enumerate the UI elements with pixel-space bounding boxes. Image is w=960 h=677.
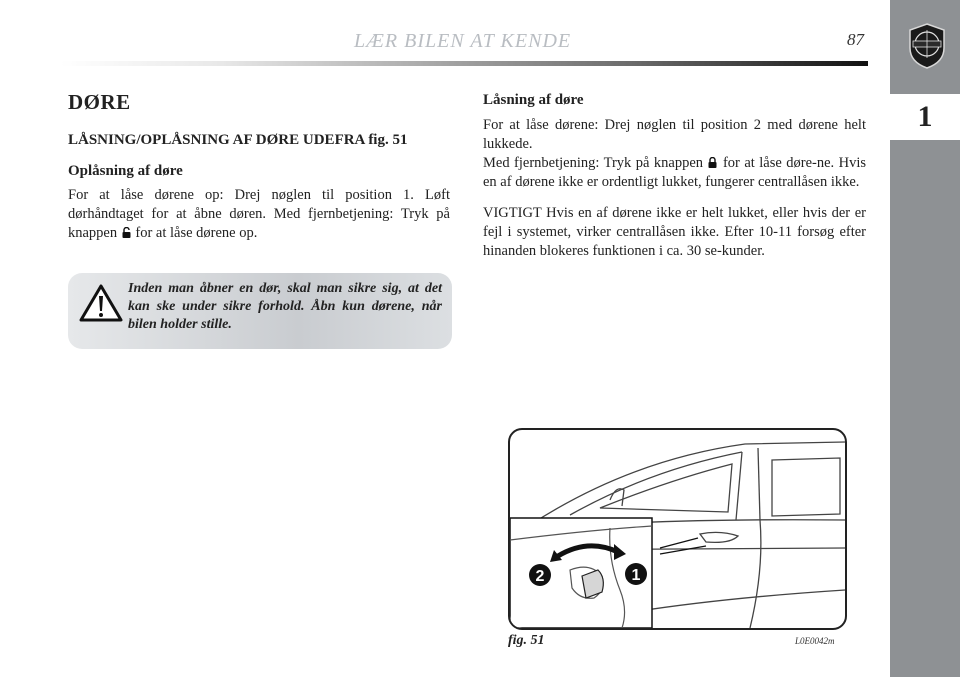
unlock-text-part2: for at låse dørene op. [135, 225, 258, 241]
lock-para-1: For at låse dørene: Drej nøglen til position 2 med dørene helt lukkede. [483, 117, 866, 152]
warning-triangle-icon [79, 284, 123, 322]
lock-para-2a: Med fjernbetjening: Tryk på knappen [483, 155, 704, 171]
lock-heading: Låsning af døre [483, 92, 584, 108]
figure-caption: fig. 51 [508, 633, 545, 648]
chapter-number: 1 [917, 100, 933, 133]
figure-code: L0E0042m [795, 636, 835, 646]
section-title: DØRE [68, 90, 131, 114]
lock-text [483, 116, 866, 261]
car-door-illustration [510, 430, 845, 628]
chapter-tab[interactable] [890, 94, 960, 140]
important-note: VIGTIGT Hvis en af dørene ikke er helt lukket, eller hvis der er fejl i systemet, virker centrallåsen ikke. Efter 10-11 forsøg efter hinanden blokeres funktionen i ca. 30 se-kunder. [483, 205, 866, 259]
header-rule [60, 61, 868, 66]
unlock-button-icon [122, 227, 131, 238]
lock-button-icon [708, 157, 717, 168]
lock-para-2b: for at låse døre-ne. Hvis en af dørene ikke er ordentligt lukket, fungerer centrallåsen ikke. [483, 155, 867, 190]
lancia-logo-icon [907, 22, 947, 70]
lock-para-2 [483, 154, 866, 192]
position-1-label: 1 [631, 567, 641, 584]
header-title: LÆR BILEN AT KENDE [354, 30, 572, 52]
unlock-heading: Oplåsning af døre [68, 163, 183, 179]
warning-text: Inden man åbner en dør, skal man sikre sig, at det kan ske under sikre forhold. Åbn kun dørene, når bilen holder stille. [128, 281, 442, 332]
figure-frame [508, 428, 847, 630]
page-number: 87 [847, 30, 864, 49]
position-2-label: 2 [535, 568, 545, 585]
section-subheading: LÅSNING/OPLÅSNING AF DØRE UDEFRA fig. 51 [68, 132, 408, 148]
unlock-text [68, 186, 450, 243]
unlock-text-part1: For at låse dørene op: Drej nøglen til position 1. Løft dørhåndtaget for at åbne døren. Med fjernbetjening: Tryk på knappen [68, 187, 450, 241]
